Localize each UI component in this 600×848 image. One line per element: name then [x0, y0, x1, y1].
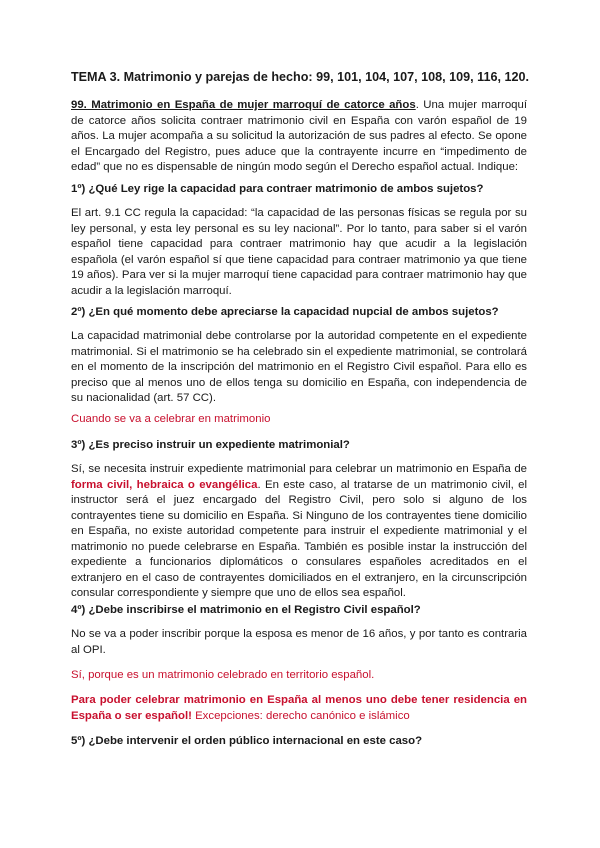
answer-4: No se va a poder inscribir porque la esposa es menor de 16 años, y por tanto es contraria al OPI. [71, 628, 527, 656]
page-title: TEMA 3. Matrimonio y parejas de hecho: 99, 101, 104, 107, 108, 109, 116, 120. [70, 70, 530, 84]
note-4b-rest: Excepciones: derecho canónico e islámico [191, 709, 410, 722]
note-2: Cuando se va a celebrar en matrimonio [71, 413, 271, 425]
question-2: 2º) ¿En qué momento debe apreciarse la capacidad nupcial de ambos sujetos? [71, 306, 499, 318]
case-heading: 99. Matrimonio en España de mujer marroquí de catorce años [71, 99, 416, 111]
answer-3-rest: . En este caso, al tratarse de un matrimonio civil, el instructor será el juez encargado del Registro Civil, pero solo si alguno de los contrayentes tiene su domicilio en España. Si Ninguno de los contrayentes tiene domicilio en España, no existe autoridad competente para instruir el expediente matrimonial y el matrimonio no puede celebrarse en España. También es posible instar la instrucción del expediente a funcionarios diplomáticos o consulares españoles acreditados en el extranjero en el caso de contrayentes domiciliados en el extranjero, en la circunscripción consular correspondiente y siempre que uno de ellos sea español. [71, 478, 527, 599]
note-4b-bold: Para poder celebrar matrimonio en España al menos uno debe tener residencia en España o ser español! [71, 694, 527, 722]
note-4a: Sí, porque es un matrimonio celebrado en territorio español. [71, 669, 375, 681]
answer-3-start: Sí, se necesita instruir expediente matrimonial para celebrar un matrimonio en España de [71, 463, 527, 475]
answer-1: El art. 9.1 CC regula la capacidad: “la capacidad de las personas físicas se regula por su ley personal, y esta ley personal es su ley nacional”. Por lo tanto, para saber si el varón español tiene capacidad para contraer matrimonio hay que acudir a la legislación española (el varón español sí que tiene capacidad para contraer matrimonio ya que tiene 19 años). Para ver si la mujer marroquí tiene capacidad para contraer matrimonio hay que acudir a la legislación marroquí. [71, 207, 527, 297]
case-text: . Una mujer marroquí de catorce años solicita contraer matrimonio civil en España con varón español de 19 años. La mujer acompaña a su solicitud la autorización de sus padres al efecto. Se opone el Encargado del Registro, pues aduce que la contrayente incurre en “impedimento de edad” que no es dispensable de ningún modo según el Derecho español actual. Indique: [71, 99, 527, 173]
question-1: 1º) ¿Qué Ley rige la capacidad para contraer matrimonio de ambos sujetos? [71, 183, 484, 195]
question-3: 3º) ¿Es preciso instruir un expediente matrimonial? [71, 439, 350, 451]
question-5: 5º) ¿Debe intervenir el orden público internacional en este caso? [71, 735, 423, 747]
answer-3 [71, 462, 527, 602]
question-4: 4º) ¿Debe inscribirse el matrimonio en el Registro Civil español? [71, 604, 421, 616]
note-4b [71, 693, 527, 724]
answer-2: La capacidad matrimonial debe controlarse por la autoridad competente en el expediente matrimonial. Si el matrimonio se ha celebrado sin el expediente matrimonial, se controlará en el momento de la inscripción del matrimonio en el Registro Civil español. Para ello es preciso que al menos uno de ellos tenga su domicilio en España, con independencia de su nacionalidad (art. 57 CC). [71, 330, 527, 404]
case-statement [71, 98, 527, 176]
answer-3-highlight: forma civil, hebraica o evangélica [71, 478, 258, 491]
